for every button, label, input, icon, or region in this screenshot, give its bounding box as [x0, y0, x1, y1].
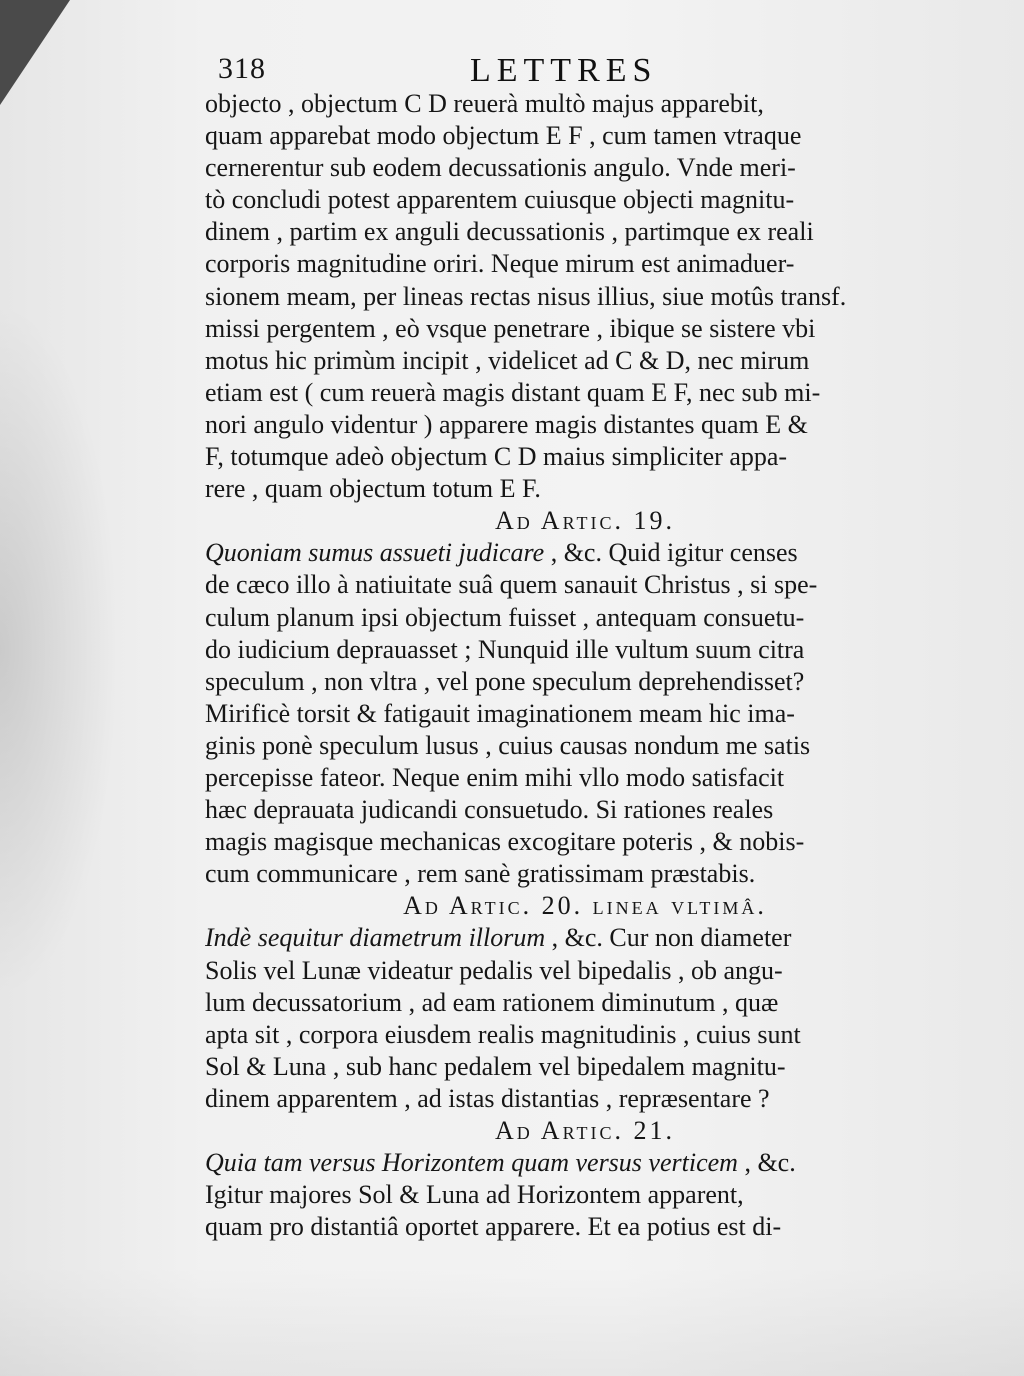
line-text: , &c. Quid igitur censes — [544, 538, 798, 568]
text-line: quam apparebat modo objectum E F , cum tamen vtraque — [205, 121, 802, 151]
running-title: LETTRES — [470, 52, 658, 89]
italic-lemma: Quia tam versus Horizontem quam versus verticem — [205, 1148, 738, 1178]
text-line: F, totumque adeò objectum C D maius simpliciter appa- — [205, 442, 788, 472]
text-line: speculum , non vltra , vel pone speculum deprehendisset? — [205, 666, 805, 696]
text-line: lum decussatorium , ad eam rationem diminutum , quæ — [205, 987, 779, 1017]
line-text: , &c. — [737, 1148, 796, 1178]
text-line: quam pro distantiâ oportet apparere. Et ea potius est di- — [205, 1212, 782, 1242]
text-line: Igitur majores Sol & Luna ad Horizontem apparent, — [205, 1180, 744, 1210]
text-line: cernerentur sub eodem decussationis angulo. Vnde meri- — [205, 153, 796, 183]
text-line: corporis magnitudine oriri. Neque mirum est animaduer- — [205, 249, 795, 279]
text-line — [205, 922, 965, 954]
text-line: apta sit , corpora eiusdem realis magnitudinis , cuius sunt — [205, 1019, 801, 1049]
text-line: dinem , partim ex anguli decussationis , partimque ex reali — [205, 217, 814, 247]
text-line: motus hic primùm incipit , videlicet ad C & D, nec mirum — [205, 345, 810, 375]
text-line: Mirificè torsit & fatigauit imaginationem meam hic ima- — [205, 698, 795, 728]
page-bottom-shade — [0, 1266, 1024, 1376]
text-line: sionem meam, per lineas rectas nisus illius, siue motûs transf. — [205, 281, 847, 311]
italic-lemma: Indè sequitur diametrum illorum — [205, 923, 546, 953]
page-stain — [0, 300, 120, 1000]
text-line: hæc deprauata judicandi consuetudo. Si rationes reales — [205, 795, 774, 825]
text-line: culum planum ipsi objectum fuisset , antequam consuetu- — [205, 602, 805, 632]
body-text — [205, 88, 965, 1243]
text-line: objecto , objectum C D reuerà multò majus apparebit, — [205, 89, 764, 118]
line-text: , &c. Cur non diameter — [545, 923, 792, 953]
page-number: 318 — [218, 52, 266, 85]
text-line: missi pergentem , eò vsque penetrare , ibique se sistere vbi — [205, 313, 816, 343]
text-line: Solis vel Lunæ videatur pedalis vel bipedalis , ob angu- — [205, 955, 783, 985]
text-line — [205, 1147, 965, 1179]
text-line: do iudicium deprauasset ; Nunquid ille vultum suum citra — [205, 634, 805, 664]
section-heading: Ad Artic. 20. linea vltimâ. — [403, 891, 767, 921]
text-line: etiam est ( cum reuerà magis distant quam E F, nec sub mi- — [205, 377, 821, 407]
text-line: ginis ponè speculum lusus , cuius causas nondum me satis — [205, 730, 811, 760]
page-header — [0, 52, 1024, 92]
text-line: dinem apparentem , ad istas distantias , repræsentare ? — [205, 1083, 770, 1113]
text-line: rere , quam objectum totum E F. — [205, 474, 541, 504]
italic-lemma: Quoniam sumus assueti judicare — [205, 538, 545, 568]
text-line: percepisse fateor. Neque enim mihi vllo modo satisfacit — [205, 762, 785, 792]
text-line: de cæco illo à natiuitate suâ quem sanauit Christus , si spe- — [205, 570, 818, 600]
text-line: magis magisque mechanicas excogitare poteris , & nobis- — [205, 827, 805, 857]
text-line: nori angulo videntur ) apparere magis distantes quam E & — [205, 409, 808, 439]
text-line: tò concludi potest apparentem cuiusque objecti magnitu- — [205, 185, 795, 215]
text-line: cum communicare , rem sanè gratissimam præstabis. — [205, 859, 756, 889]
text-line: Sol & Luna , sub hanc pedalem vel bipedalem magnitu- — [205, 1051, 786, 1081]
text-line — [205, 537, 965, 569]
section-heading: Ad Artic. 19. — [494, 506, 676, 536]
section-heading: Ad Artic. 21. — [494, 1116, 676, 1145]
